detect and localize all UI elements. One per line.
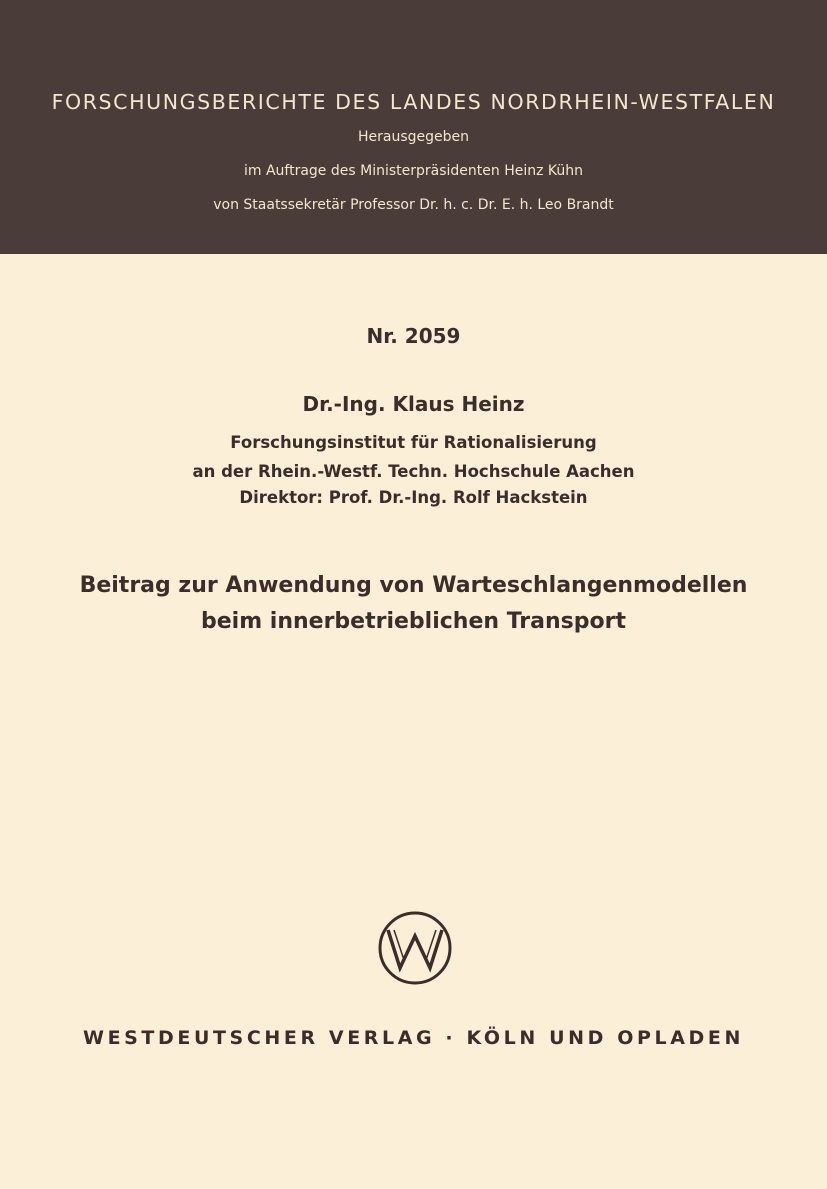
publisher-line: WESTDEUTSCHER VERLAG · KÖLN UND OPLADEN <box>83 1027 744 1049</box>
author-name: Dr.-Ing. Klaus Heinz <box>302 392 525 416</box>
institute-line-2: an der Rhein.-Westf. Techn. Hochschule Aachen <box>192 462 635 481</box>
institute-line-1: Forschungsinstitut für Rationalisierung <box>230 433 597 452</box>
institute-line-3: Direktor: Prof. Dr.-Ing. Rolf Hackstein <box>239 488 588 507</box>
publisher-w-logo-icon <box>377 910 453 986</box>
book-title-line-1: Beitrag zur Anwendung von Warteschlangenmodellen <box>79 573 748 598</box>
header-band <box>0 0 827 254</box>
editor-line-1: Herausgegeben <box>357 129 469 145</box>
series-title: FORSCHUNGSBERICHTE DES LANDES NORDRHEIN-WESTFALEN <box>51 90 776 114</box>
book-title-line-2: beim innerbetrieblichen Transport <box>201 609 626 634</box>
editor-line-3: von Staatssekretär Professor Dr. h. c. Dr. E. h. Leo Brandt <box>213 197 614 213</box>
editor-line-2: im Auftrage des Ministerpräsidenten Heinz Kühn <box>243 163 584 179</box>
report-number: Nr. 2059 <box>366 324 461 348</box>
